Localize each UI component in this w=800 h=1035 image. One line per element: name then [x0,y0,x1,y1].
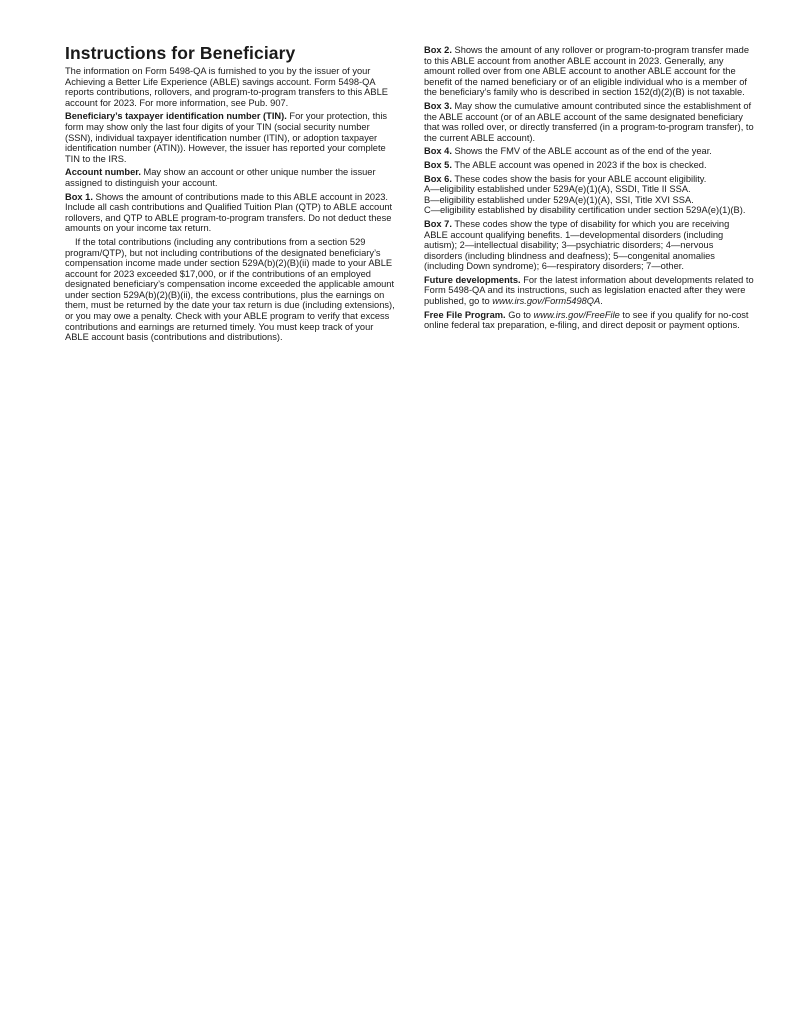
future-developments-text: For the latest information about developments related to Form 5498-QA and its instructions, such as legislation enacted after they were published, go to [424,274,754,307]
account-number-text: May show an account or other unique number the issuer assigned to distinguish your account. [65,167,376,188]
box1-continued-paragraph: If the total contributions (including any contributions from a section 529 program/QTP), but not including contributions of the designated beneficiary’s compensation income made under section 529A(b)(2)(B)(ii) made to your ABLE account for 2023 exceeded $17,000, or if the contributions of an employed designated beneficiary’s compensation income exceeded the applicable amount under section 529A(b)(2)(B)(ii), the excess contributions, plus the earnings on them, must be returned by the date your tax return is due (including extensions), or you may owe a penalty. Check with your ABLE program to verify that excess contributions and earnings are returned timely. You must keep track of your ABLE account basis (contributions and distributions). [65,236,395,343]
free-file-text-after: to see if you qualify for no-cost online federal tax preparation, e-filing, and direct deposit or payment options. [424,309,749,331]
freefile-link[interactable]: www.irs.gov/FreeFile [533,309,620,320]
future-developments-heading: Future developments. [424,274,521,285]
future-developments-paragraph [424,275,754,307]
free-file-heading: Free File Program. [424,309,506,320]
box7-text: These codes show the type of disability for which you are receiving ABLE account qualifying benefits. 1—developmental disorders (including autism); 2—intellectual disability; 3—psychiatric disorders; 4—nervous disorders (including blindness and deafness); 5—congenital anomalies (including Down syndrome); 6—respiratory disorders; 7—other. [424,218,730,272]
free-file-paragraph [424,310,754,331]
tin-paragraph [65,111,395,164]
box4-paragraph [424,146,754,157]
box3-text: May show the cumulative amount contributed since the establishment of the ABLE account (or of an ABLE account of the same designated beneficiary that was rolled over, or directly transferred (in a program-to-program transfer), to the current ABLE account). [424,100,754,143]
box1-paragraph [65,192,395,234]
tin-heading: Beneficiary’s taxpayer identification number (TIN). [65,111,287,122]
box7-paragraph [424,219,754,272]
account-number-heading: Account number. [65,167,141,178]
box6-code-b: B—eligibility established under 529A(e)(1)(A), SSI, Title XVI SSA. [424,194,694,205]
tin-text: For your protection, this form may show only the last four digits of your TIN (social security number (SSN), individual taxpayer identification number (ITIN), or adoption taxpayer identification number (ATIN)). However, the issuer has reported your complete TIN to the IRS. [65,111,388,164]
left-column [65,44,395,346]
box6-paragraph [424,174,754,216]
box3-paragraph [424,101,754,143]
box1-text: Shows the amount of contributions made to this ABLE account in 2023. Include all cash contributions and Qualified Tuition Plan (QTP) to ABLE account rollovers, and QTP to ABLE program-to-program transfers. Do not deduct these amounts on your income tax return. [65,191,393,234]
box3-heading: Box 3. [424,100,452,111]
box2-heading: Box 2. [424,45,452,55]
box5-heading: Box 5. [424,159,452,170]
box2-text: Shows the amount of any rollover or program-to-program transfer made to this ABLE account from another ABLE account in 2023. Generally, any amount rolled over from one ABLE account to another ABLE account for the benefit of the named beneficiary or of an eligible individual who is a member of the beneficiary’s family who is described in section 152(d)(2)(B) is not taxable. [424,45,750,98]
box7-heading: Box 7. [424,218,452,229]
intro-paragraph: The information on Form 5498-QA is furnished to you by the issuer of your Achieving a Better Life Experience (ABLE) savings account. Form 5498-QA reports contributions, rollovers, and program-to-program transfers to this ABLE account for 2023. For more information, see Pub. 907. [65,66,388,108]
box6-code-c: C—eligibility established by disability certification under section 529A(e)(1)(B). [424,205,746,216]
box5-text: The ABLE account was opened in 2023 if the box is checked. [451,159,707,170]
box6-heading: Box 6. [424,173,452,184]
box6-code-a: A—eligibility established under 529A(e)(1)(A), SSDI, Title II SSA. [424,184,691,195]
box4-heading: Box 4. [424,146,452,157]
future-developments-end: . [600,296,603,307]
box5-paragraph [424,160,754,171]
account-number-paragraph [65,167,395,188]
form5498qa-link[interactable]: www.irs.gov/Form5498QA [492,296,601,307]
box4-text: Shows the FMV of the ABLE account as of the end of the year. [451,146,712,157]
box6-text: These codes show the basis for your ABLE account eligibility. [451,173,707,184]
box2-paragraph [424,45,754,98]
page-title: Instructions for Beneficiary [65,43,296,63]
right-column [424,45,754,334]
free-file-text-before: Go to [505,309,534,320]
box1-heading: Box 1. [65,191,93,202]
